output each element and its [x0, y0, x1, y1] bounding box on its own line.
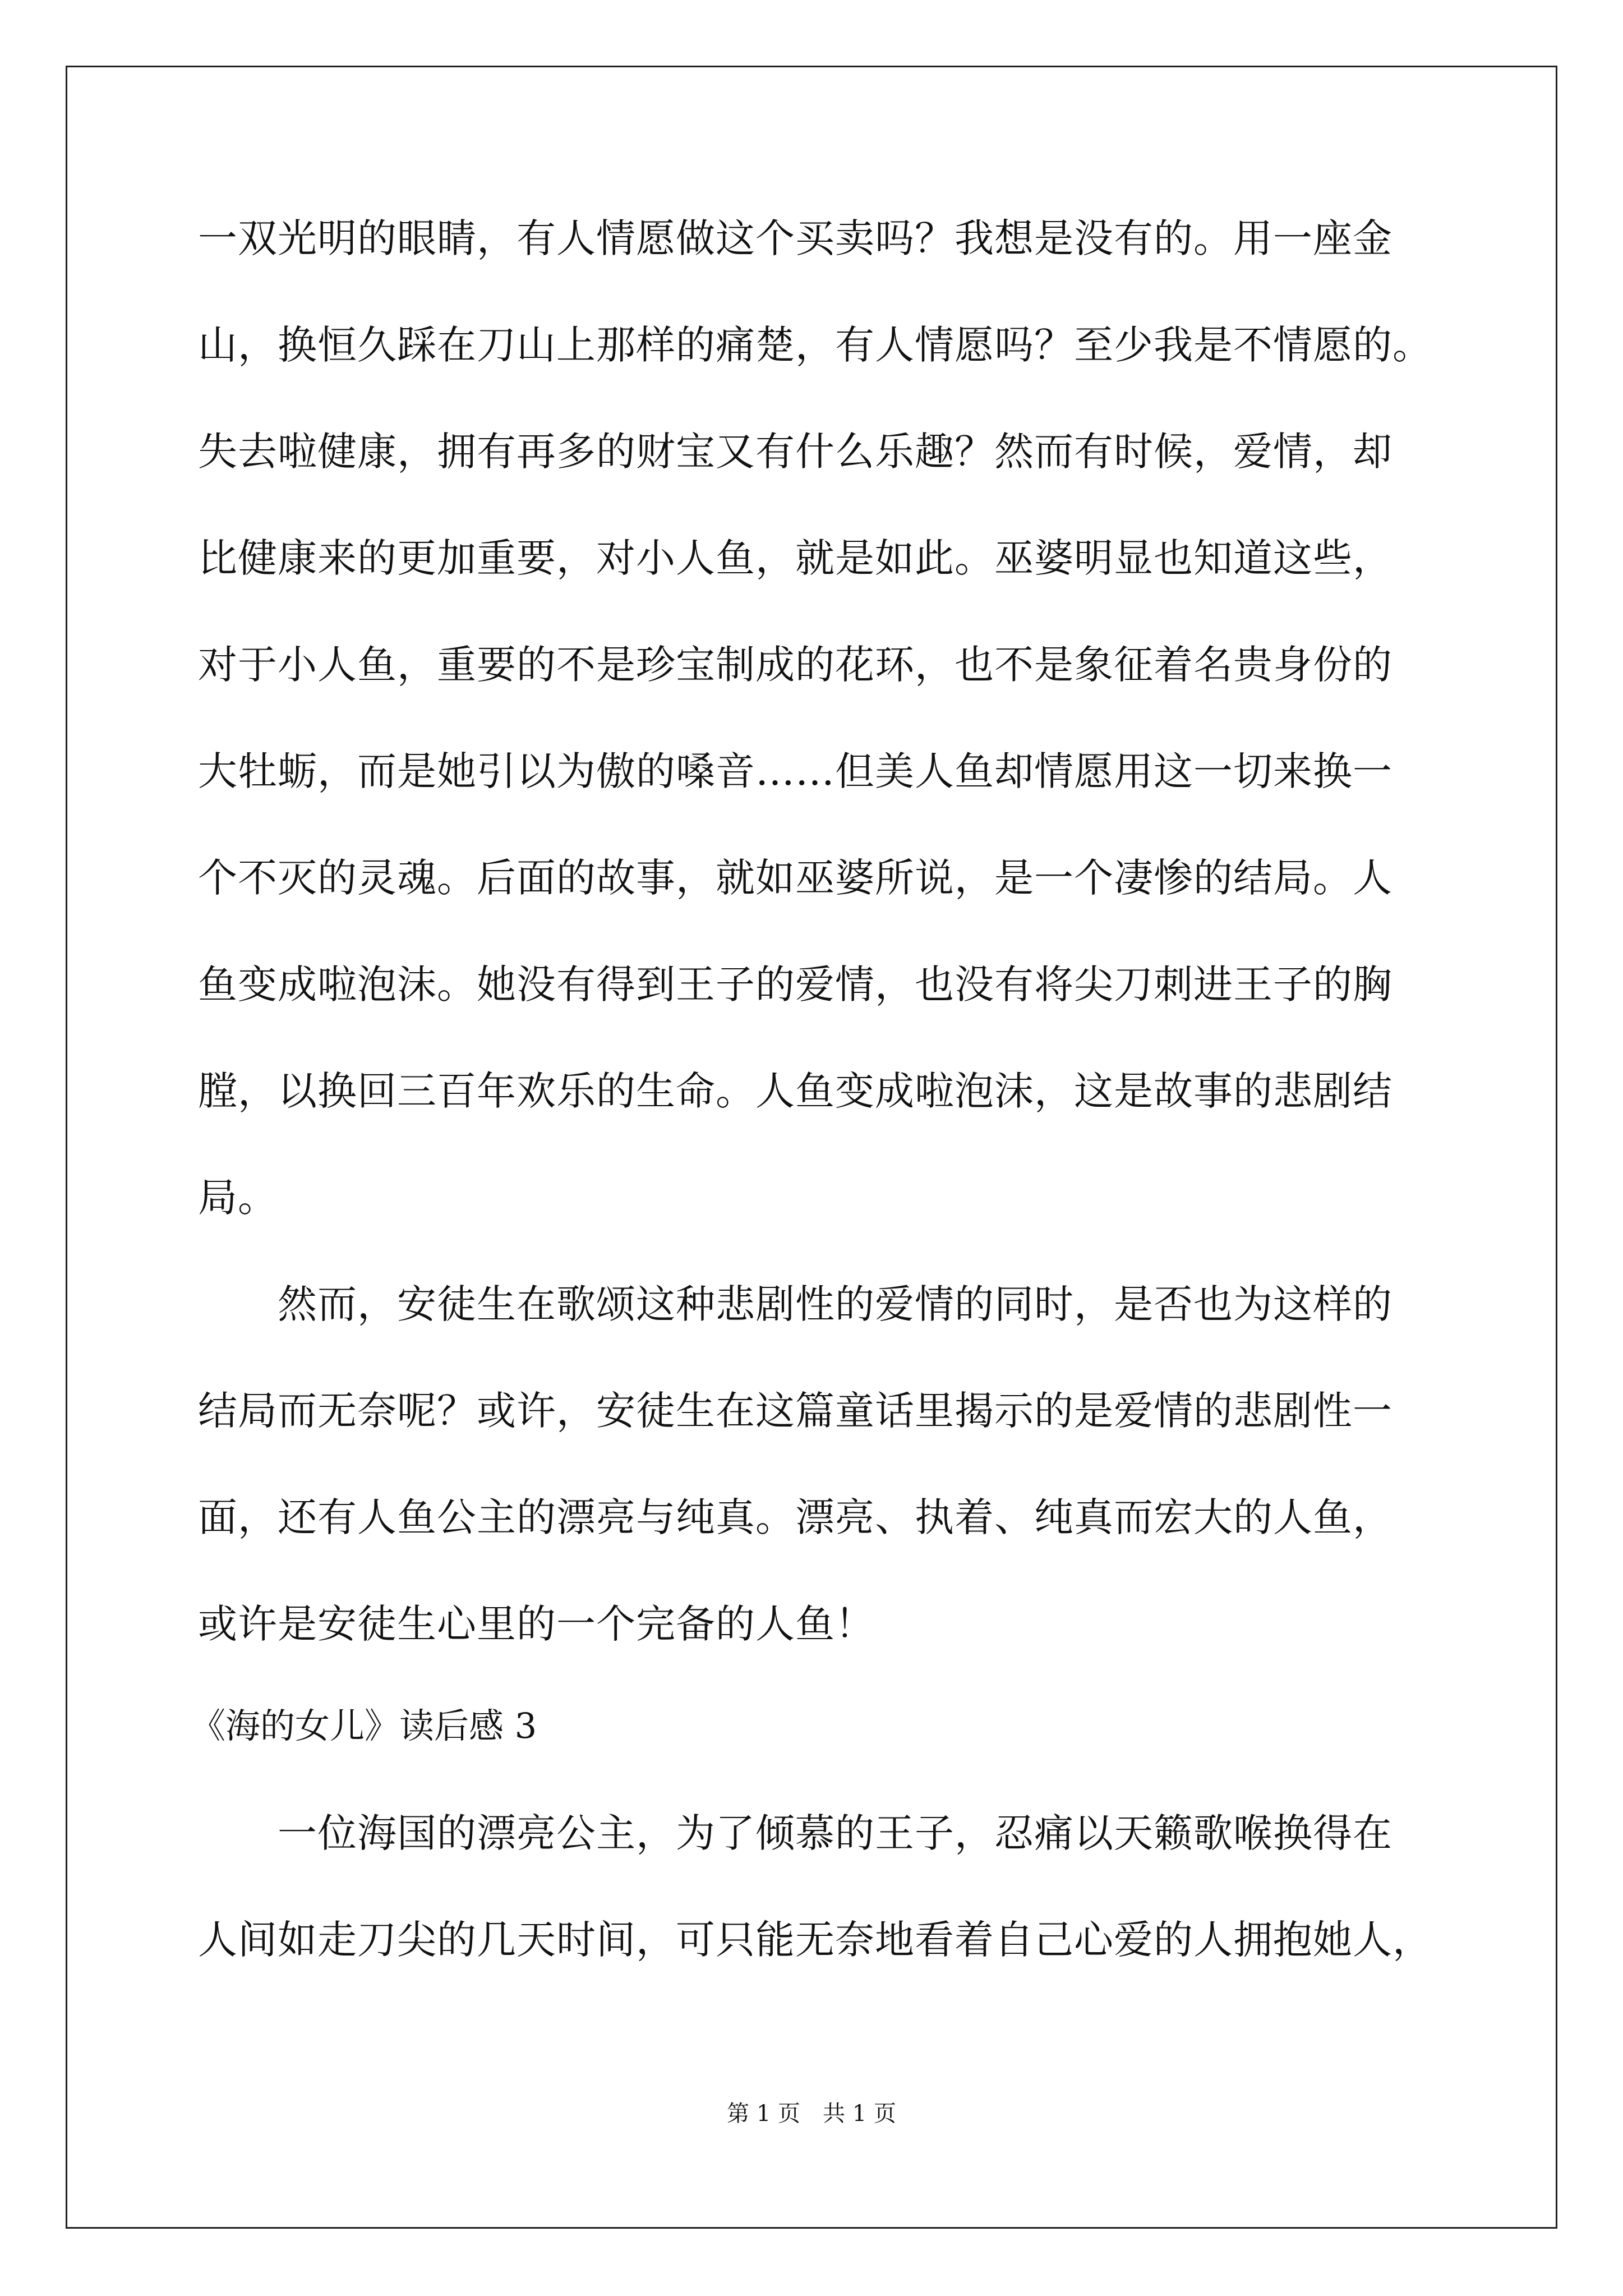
text-line: 膛，以换回三百年欢乐的生命。人鱼变成啦泡沫，这是故事的悲剧结	[198, 1068, 1393, 1114]
text-line: 结局而无奈呢？或许，安徒生在这篇童话里揭示的是爱情的悲剧性一	[198, 1388, 1393, 1434]
page-footer: 第 1 页 共 1 页	[727, 2101, 896, 2127]
text-line: 比健康来的更加重要，对小人鱼，就是如此。巫婆明显也知道这些，	[198, 535, 1393, 581]
section-heading: 《海的女儿》读后感 3	[191, 1705, 537, 1746]
text-line: 山，换恒久踩在刀山上那样的痛楚，有人情愿吗？至少我是不情愿的。	[198, 322, 1432, 368]
text-line: 鱼变成啦泡沫。她没有得到王子的爱情，也没有将尖刀刺进王子的胸	[198, 961, 1393, 1007]
text-line: 或许是安徒生心里的一个完备的人鱼！	[198, 1601, 875, 1647]
paragraph-first-line: 然而，安徒生在歌颂这种悲剧性的爱情的同时，是否也为这样的	[278, 1281, 1393, 1327]
text-line: 一双光明的眼睛，有人情愿做这个买卖吗？我想是没有的。用一座金	[198, 215, 1393, 261]
page-border	[66, 66, 1557, 2229]
text-line: 大牡蛎，而是她引以为傲的嗓音……但美人鱼却情愿用这一切来换一	[198, 748, 1393, 794]
text-line: 失去啦健康，拥有再多的财宝又有什么乐趣？然而有时候，爱情，却	[198, 429, 1393, 475]
text-line: 对于小人鱼，重要的不是珍宝制成的花环，也不是象征着名贵身份的	[198, 642, 1393, 688]
text-line: 局。	[198, 1175, 278, 1221]
text-line: 人间如走刀尖的几天时间，可只能无奈地看着自己心爱的人拥抱她人，	[198, 1917, 1432, 1963]
text-line: 面，还有人鱼公主的漂亮与纯真。漂亮、执着、纯真而宏大的人鱼，	[198, 1494, 1393, 1540]
paragraph-first-line: 一位海国的漂亮公主，为了倾慕的王子，忍痛以天籁歌喉换得在	[278, 1810, 1393, 1856]
text-line: 个不灭的灵魂。后面的故事，就如巫婆所说，是一个凄惨的结局。人	[198, 855, 1393, 901]
